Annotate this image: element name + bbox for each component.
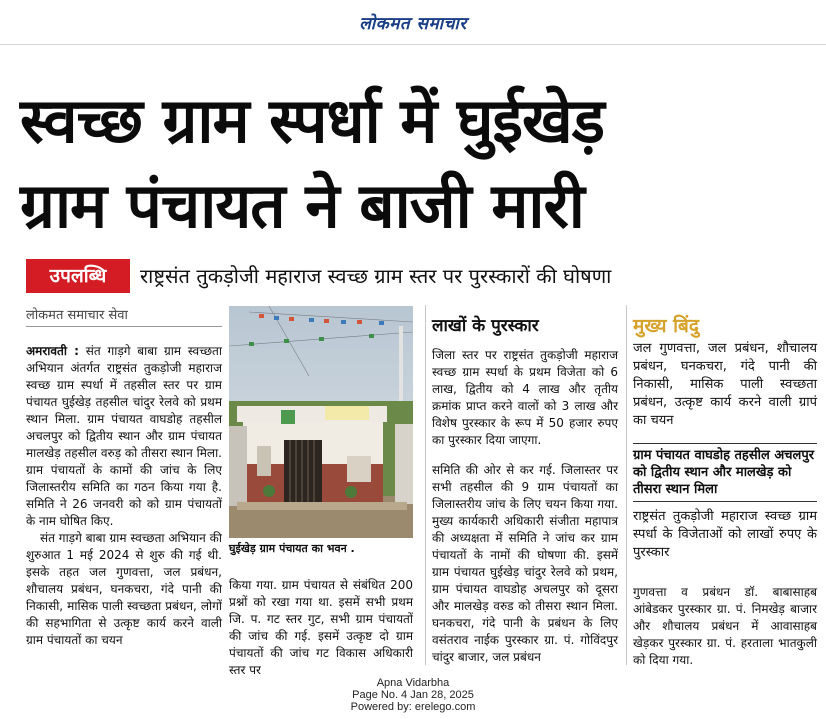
subheadline: राष्ट्रसंत तुकड़ोजी महाराज स्वच्छ ग्राम स्तर पर पुरस्कारों की घोषणा xyxy=(140,264,612,288)
key-points-text xyxy=(633,340,817,430)
paragraph-text: संत गाड़गे बाबा ग्राम स्वच्छता अभियान अंतर्गत राष्ट्रसंत तुकड़ोजी महाराज स्वच्छ ग्राम स्पर्धा में तहसील स्तर पर ग्राम पंचायत घुईखेड़ तहसील चांदुर रेलवे को प्रथम स्थान मिला. ग्राम पंचायत वाघडोह तहसील अचलपुर को द्वितीय स्थान और ग्राम पंचायत मालखेड़ तहसील वरुड़ को तीसरा स्थान मिला. ग्राम पंचायतों के कामों की जांच के लिए जिलास्तरीय समिति का गठन किया गया है. समिति ने 26 जनवरी को को ग्राम पंचायतों के नाम घोषित किए. xyxy=(26,344,222,528)
footer-powered-by: Powered by: erelego.com xyxy=(350,701,476,713)
footer-page-date: Page No. 4 Jan 28, 2025 xyxy=(352,689,474,701)
headline-line-2: ग्राम पंचायत ने बाजी मारी xyxy=(20,169,584,242)
key-points-text-2 xyxy=(633,508,817,562)
paragraph: जिला स्तर पर राष्ट्रसंत तुकड़ोजी महाराज स्वच्छ ग्राम स्पर्धा के प्रथम विजेता को 6 लाख, द्वितीय को 4 लाख और तृतीय क्रमांक प्राप्त करने वालों को 3 लाख और विशेष पुरस्कार के रूप में 50 हजार रुपए का पुरस्कार दिया जाएगा. xyxy=(432,348,618,447)
paragraph: गुणवत्ता व प्रबंधन डॉ. बाबासाहब आंबेडकर पुरस्कार ग्रा. पं. निमखेड़ बाजार और शौचालय प्रबंधन में आवासाहब खेड़कर पुरस्कार ग्रा. पं. हरताला भातकुली को दिया गया. xyxy=(633,585,817,667)
paragraph xyxy=(26,343,222,530)
column-divider xyxy=(626,305,627,665)
tag-row xyxy=(26,259,816,293)
page-footer xyxy=(0,677,826,713)
photo-caption: घुईखेड़ ग्राम पंचायत का भवन . xyxy=(229,542,355,555)
paragraph: समिति की ओर से कर गई. जिलास्तर पर सभी तहसील की 9 ग्राम पंचायतों का जिलास्तरीय जांच के लिए चयन किया गया. मुख्य कार्यकारी अधिकारी संजीता महापात्र की अध्यक्षता में समिति ने जांच कर ग्राम पंचायतों के नामों की घोषणा की. इसमें ग्राम पंचायत घुईखेड़ चांदुर रेलवे को प्रथम, ग्राम पंचायत वाघडोह अचलपुर को दूसरा और मालखेड़ वरुड को तीसरा स्थान मिला. घनकचरा, गंदे पानी के प्रबंधन के लिए वसंतराव नाईक पुरस्कार ग्रा. पं. गोविंदपुर चांदुर बाजार, जल प्रबंधन xyxy=(432,463,618,664)
column-2 xyxy=(229,577,413,679)
key-points-heading: मुख्य बिंदु xyxy=(633,315,699,337)
highlight-box: ग्राम पंचायत वाघडोह तहसील अचलपुर को द्वितीय स्थान और मालखेड़ को तीसरा स्थान मिला xyxy=(633,443,817,502)
paragraph: किया गया. ग्राम पंचायत से संबंधित 200 प्रश्नों को रखा गया था. इसमें सभी प्रथम जि. प. गट स्तर गुट, सभी ग्राम पंचायतों की जांच की गई. इसमें उत्कृष्ट दो ग्राम पंचायतों की जांच गट विकास अधिकारी स्तर पर xyxy=(229,578,413,677)
byline: लोकमत समाचार सेवा xyxy=(26,305,222,327)
column-1 xyxy=(26,343,222,649)
column-divider xyxy=(425,305,426,665)
category-tag: उपलब्धि xyxy=(26,259,130,293)
paragraph: संत गाड़गे बाबा ग्राम स्वच्छता अभियान की शुरुआत 1 मई 2024 से शुरु की गई थी. इसके तहत जल गुणवत्ता, जल प्रबंधन, शौचालय प्रबंधन, घनकचरा, गंदे पानी की निकासी, मासिक पाली स्वच्छता प्रबंधन, लोगों की सहभागिता से उत्कृष्ट कार्य करने वाली ग्राम पंचायतों का चयन xyxy=(26,531,222,647)
village-panchayat-photo xyxy=(229,306,413,538)
panchayat-building-image xyxy=(229,306,413,538)
newspaper-brand: लोकमत समाचार xyxy=(359,14,467,34)
footer-publication: Apna Vidarbha xyxy=(376,677,450,689)
headline-line-1: स्वच्छ ग्राम स्पर्धा में घुईखेड़ xyxy=(20,84,604,157)
paragraph: जल गुणवत्ता, जल प्रबंधन, शौचालय प्रबंधन, घनकचरा, गंदे पानी की निकासी, मासिक पाली स्वच्छता प्रबंधन, उत्कृष्ट कार्य करने वाली ग्रापं का चयन xyxy=(633,341,817,428)
masthead xyxy=(0,0,826,45)
key-points-text-3 xyxy=(633,584,817,669)
paragraph: राष्ट्रसंत तुकड़ोजी महाराज स्वच्छ ग्राम स्पर्धा के विजेताओं को लाखों रुपए के पुरस्कार xyxy=(633,509,817,560)
column-3 xyxy=(432,347,618,666)
dateline: अमरावती : xyxy=(26,344,79,358)
section-heading-prizes: लाखों के पुरस्कार xyxy=(432,316,539,336)
